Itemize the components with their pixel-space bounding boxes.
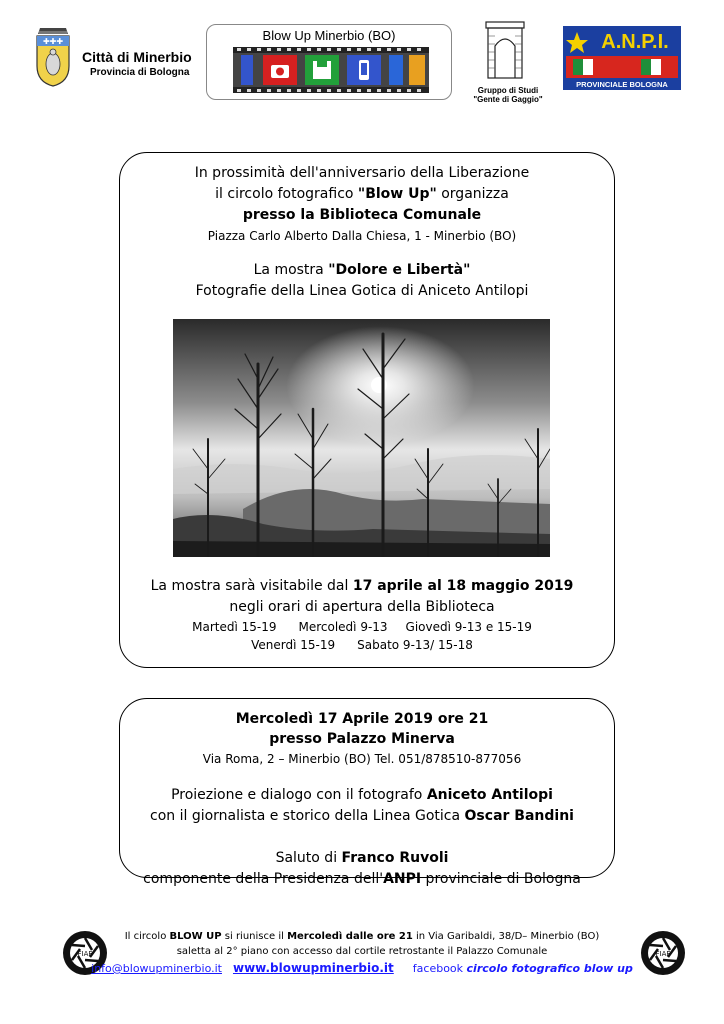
event-address: Via Roma, 2 – Minerbio (BO) Tel. 051/878510-877056 — [202, 752, 522, 766]
exhibition-title-pre: La mostra — [253, 262, 329, 278]
anpi-logo — [563, 26, 681, 90]
photographer-name: Aniceto Antilopi — [426, 787, 553, 803]
journalist-line — [0, 808, 724, 824]
anpi-title: A.N.P.I. — [601, 31, 669, 53]
projection-text: Proiezione e dialogo con il fotografo — [171, 787, 427, 803]
greeting-line — [0, 850, 724, 866]
hours-wednesday: Mercoledì 9-13 — [298, 620, 388, 634]
gruppo-studi-label — [468, 86, 548, 104]
exhibition-name: "Dolore e Libertà" — [328, 262, 471, 278]
svg-text:✚✚✚: ✚✚✚ — [42, 37, 64, 46]
fiaf-label-right: FIAF — [655, 950, 671, 958]
footer-meeting-time: Mercoledì dalle ore 21 — [287, 931, 413, 942]
blowup-title: Blow Up Minerbio (BO) — [262, 28, 396, 43]
email-link[interactable]: info@blowupminerbio.it — [91, 962, 222, 975]
anpi-subtitle: PROVINCIALE BOLOGNA — [576, 80, 668, 89]
footer-l1-post: in Via Garibaldi, 38/D– Minerbio (BO) — [412, 931, 600, 942]
facebook-page-name: circolo fotografico blow up — [466, 962, 633, 975]
gruppo-line2: "Gente di Gaggio" — [473, 95, 543, 104]
footer-line2: saletta al 2° piano con accesso dal cortile retrostante il Palazzo Comunale — [176, 946, 548, 957]
hours-friday: Venerdì 15-19 — [251, 638, 336, 652]
city-name: Città di Minerbio — [82, 49, 192, 65]
exhibition-subtitle: Fotografie della Linea Gotica di Aniceto Antilopi — [195, 283, 529, 299]
footer-line1 — [0, 931, 724, 942]
hours-row1 — [0, 620, 724, 634]
journalist-name: Oscar Bandini — [464, 808, 574, 824]
footer-l1-pre: Il circolo — [124, 931, 170, 942]
intro-line2 — [0, 186, 724, 202]
intro-line2-text: il circolo fotografico — [215, 186, 358, 202]
projection-line — [0, 787, 724, 803]
greeting-name: Franco Ruvoli — [341, 850, 449, 866]
intro-line2-end: organizza — [436, 186, 509, 202]
library-address: Piazza Carlo Alberto Dalla Chiesa, 1 - Minerbio (BO) — [207, 229, 517, 243]
facebook-prefix: facebook — [412, 962, 467, 975]
visit-dates-pre: La mostra sarà visitabile dal — [150, 578, 353, 594]
blowup-logo — [206, 24, 452, 100]
blowup-name: "Blow Up" — [357, 186, 437, 202]
minerbio-crest-icon — [32, 26, 74, 88]
visit-dates — [0, 578, 724, 594]
facebook-link[interactable] — [413, 962, 633, 975]
footer-contacts — [0, 961, 724, 975]
website-link[interactable]: www.blowupminerbio.it — [232, 961, 394, 975]
event-place: presso Palazzo Minerva — [269, 731, 455, 747]
footer-club-name: BLOW UP — [169, 931, 222, 942]
footer-l1-mid: si riunisce il — [221, 931, 288, 942]
anpi-component-end: provinciale di Bologna — [421, 871, 581, 887]
library-line: presso la Biblioteca Comunale — [242, 207, 482, 223]
film-strip-icon — [233, 47, 429, 93]
gruppo-line1: Gruppo di Studi — [477, 86, 539, 95]
hours-row2 — [0, 638, 724, 652]
visit-date-range: 17 aprile al 18 maggio 2019 — [352, 578, 574, 594]
greeting-text: Saluto di — [275, 850, 342, 866]
visit-hours-intro: negli orari di apertura della Biblioteca — [229, 599, 495, 615]
hours-saturday: Sabato 9-13/ 15-18 — [357, 638, 473, 652]
arch-logo-icon — [484, 20, 526, 80]
anpi-component-line — [0, 871, 724, 887]
city-province: Provincia di Bologna — [90, 67, 190, 78]
hours-thursday: Giovedì 9-13 e 15-19 — [405, 620, 532, 634]
intro-line1: In prossimità dell'anniversario della Liberazione — [194, 165, 530, 181]
landscape-photo — [173, 319, 550, 557]
journalist-text: con il giornalista e storico della Linea Gotica — [150, 808, 465, 824]
event-date: Mercoledì 17 Aprile 2019 ore 21 — [235, 711, 489, 727]
anpi-component-text: componente della Presidenza dell' — [143, 871, 384, 887]
fiaf-label-left: FIAF — [77, 950, 93, 958]
anpi-abbrev: ANPI — [383, 871, 422, 887]
exhibition-title — [0, 262, 724, 278]
hours-tuesday: Martedì 15-19 — [192, 620, 277, 634]
